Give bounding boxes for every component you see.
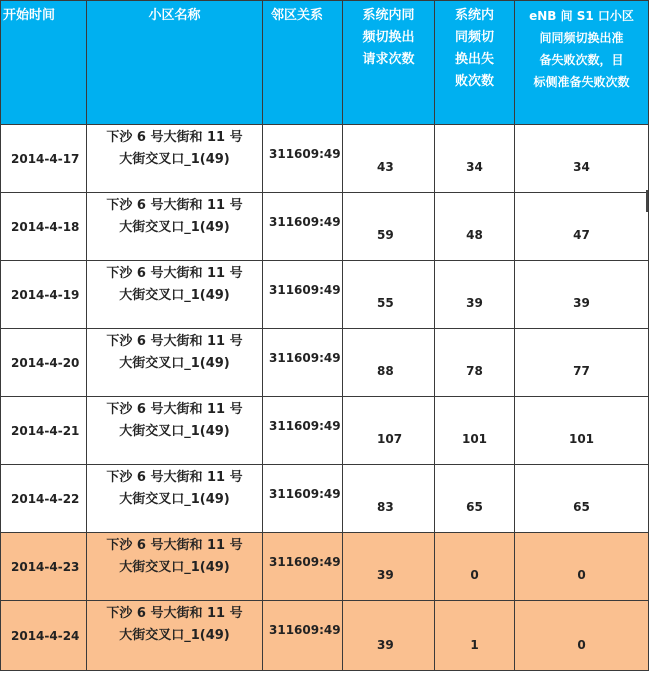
date-cell: 2014-4-23: [1, 533, 87, 601]
enb-fail-count-cell: 34: [515, 125, 649, 193]
cell-name-cell: 下沙 6 号大街和 11 号 大街交叉口_1(49): [87, 397, 263, 465]
cell-name-cell: 下沙 6 号大街和 11 号 大街交叉口_1(49): [87, 329, 263, 397]
table-row: [1, 397, 649, 465]
request-count-cell: 39: [343, 601, 435, 671]
enb-fail-count-cell: 39: [515, 261, 649, 329]
cell-name-cell: 下沙 6 号大街和 11 号 大街交叉口_1(49): [87, 125, 263, 193]
table-row: [1, 125, 649, 193]
header-handover-fail-count: 系统内 同频切 换出失 败次数: [435, 1, 515, 125]
relation-cell: 311609:49: [263, 601, 343, 671]
date-cell: 2014-4-20: [1, 329, 87, 397]
relation-cell: 311609:49: [263, 465, 343, 533]
header-start-time: 开始时间: [1, 1, 87, 125]
enb-fail-count-cell: 47: [515, 193, 649, 261]
table-row: [1, 261, 649, 329]
fail-count-cell: 1: [435, 601, 515, 671]
table-row-highlighted: [1, 601, 649, 671]
fail-count-cell: 34: [435, 125, 515, 193]
relation-cell: 311609:49: [263, 533, 343, 601]
table-row: [1, 329, 649, 397]
date-cell: 2014-4-17: [1, 125, 87, 193]
enb-fail-count-cell: 0: [515, 533, 649, 601]
date-cell: 2014-4-21: [1, 397, 87, 465]
request-count-cell: 55: [343, 261, 435, 329]
enb-fail-count-cell: 65: [515, 465, 649, 533]
enb-fail-count-cell: 77: [515, 329, 649, 397]
relation-cell: 311609:49: [263, 329, 343, 397]
relation-cell: 311609:49: [263, 261, 343, 329]
request-count-cell: 88: [343, 329, 435, 397]
date-cell: 2014-4-22: [1, 465, 87, 533]
table-row-highlighted: [1, 533, 649, 601]
request-count-cell: 107: [343, 397, 435, 465]
cell-name-cell: 下沙 6 号大街和 11 号 大街交叉口_1(49): [87, 261, 263, 329]
enb-fail-count-cell: 0: [515, 601, 649, 671]
fail-count-cell: 101: [435, 397, 515, 465]
fail-count-cell: 65: [435, 465, 515, 533]
fail-count-cell: 0: [435, 533, 515, 601]
header-row: [1, 1, 649, 125]
cell-name-cell: 下沙 6 号大街和 11 号 大街交叉口_1(49): [87, 465, 263, 533]
header-handover-request-count: 系统内同 频切换出 请求次数: [343, 1, 435, 125]
header-neighbor-relation: 邻区关系: [263, 1, 343, 125]
edge-marker: [646, 190, 648, 212]
relation-cell: 311609:49: [263, 125, 343, 193]
date-cell: 2014-4-24: [1, 601, 87, 671]
relation-cell: 311609:49: [263, 397, 343, 465]
table-row: [1, 465, 649, 533]
request-count-cell: 43: [343, 125, 435, 193]
enb-fail-count-cell: 101: [515, 397, 649, 465]
relation-cell: 311609:49: [263, 193, 343, 261]
header-cell-name: 小区名称: [87, 1, 263, 125]
header-enb-s1-prep-fail-count: eNB 间 S1 口小区 间同频切换出准 备失败次数，目 标侧准备失败次数: [515, 1, 649, 125]
fail-count-cell: 48: [435, 193, 515, 261]
cell-name-cell: 下沙 6 号大街和 11 号 大街交叉口_1(49): [87, 533, 263, 601]
table-row: [1, 193, 649, 261]
fail-count-cell: 78: [435, 329, 515, 397]
cell-name-cell: 下沙 6 号大街和 11 号 大街交叉口_1(49): [87, 601, 263, 671]
cell-name-cell: 下沙 6 号大街和 11 号 大街交叉口_1(49): [87, 193, 263, 261]
request-count-cell: 59: [343, 193, 435, 261]
request-count-cell: 39: [343, 533, 435, 601]
date-cell: 2014-4-19: [1, 261, 87, 329]
date-cell: 2014-4-18: [1, 193, 87, 261]
request-count-cell: 83: [343, 465, 435, 533]
fail-count-cell: 39: [435, 261, 515, 329]
